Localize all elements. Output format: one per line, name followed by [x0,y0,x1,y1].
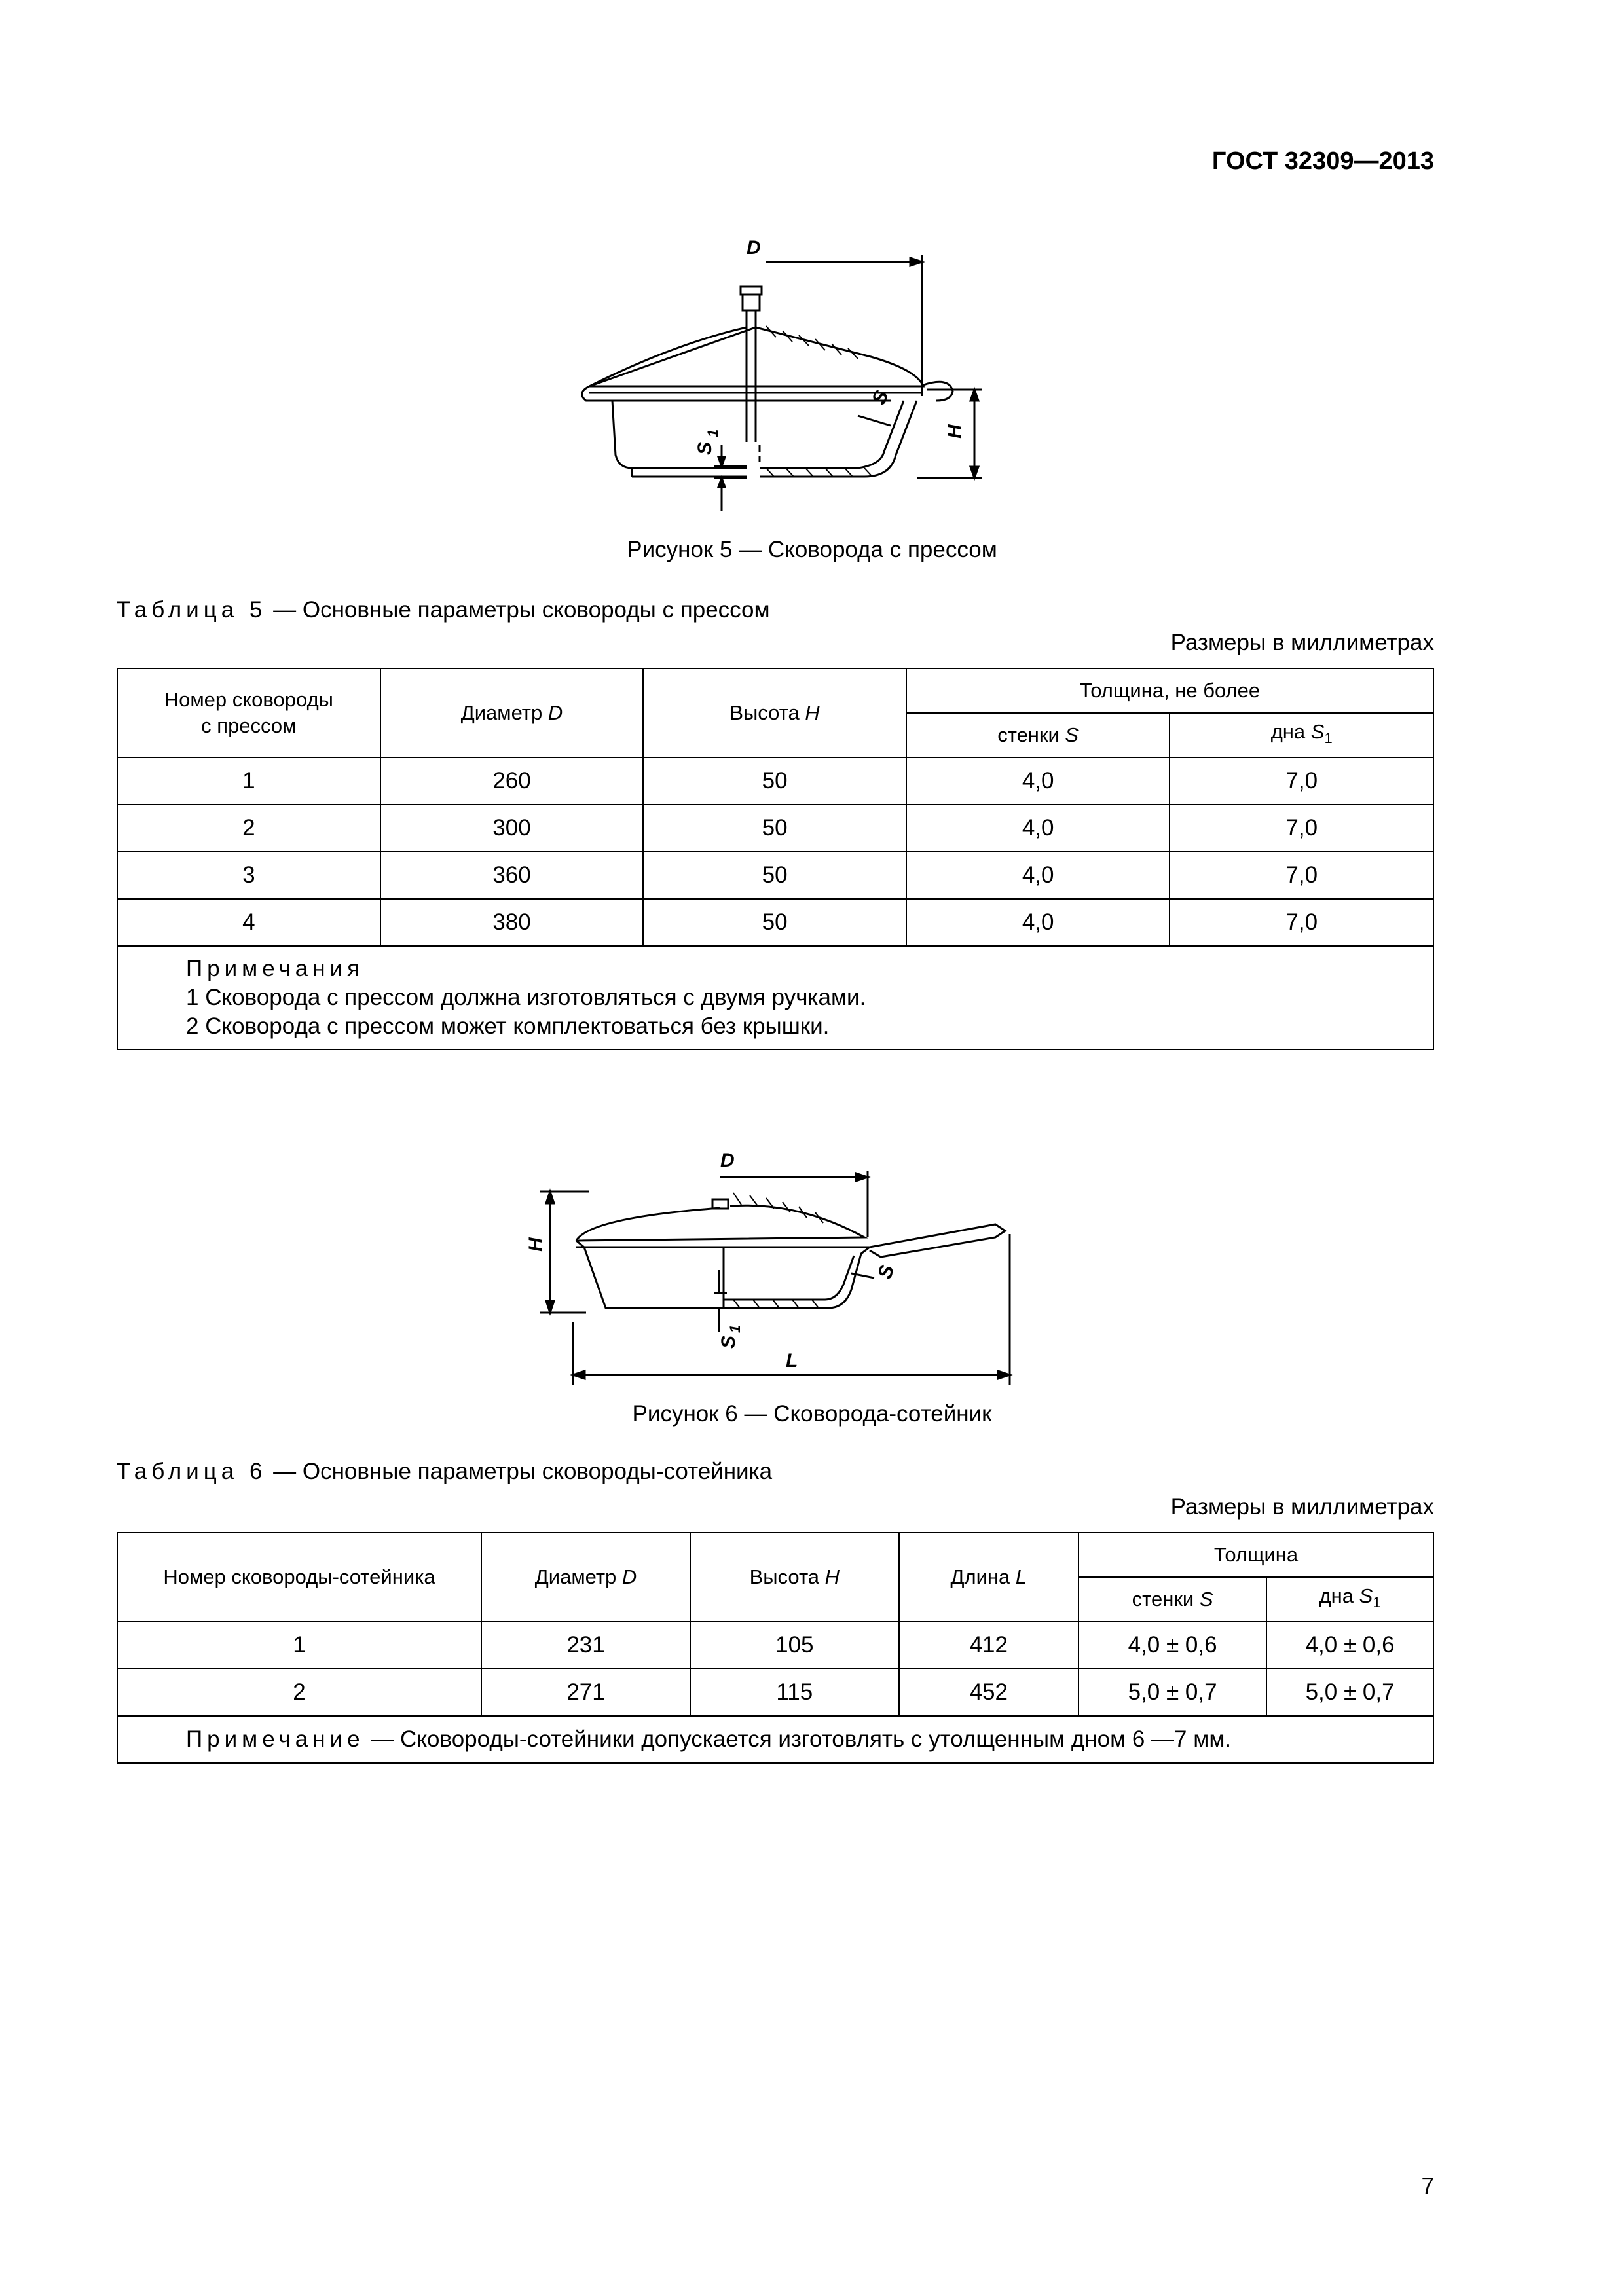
fig5-s1-label: S [694,441,716,455]
t6-header-number: Номер сковороды-сотейника [117,1533,481,1622]
figure-6-caption: Рисунок 6 — Сковорода-сотейник [632,1401,992,1427]
table-5 [117,668,1434,1050]
notes-title: Примечания [186,956,365,981]
table-5-notes [117,946,1433,1049]
t5-header-wall: стенки S [906,713,1170,757]
t5-header-number: Номер сковороды с прессом [117,668,380,757]
figure-5-drawing [550,229,1008,524]
t6-header-length: Длина L [899,1533,1079,1622]
t6-header-bottom: дна $S_1$ [1266,1577,1433,1622]
t6-header-diameter: Диаметр D [481,1533,690,1622]
note-label: Примечание [186,1726,365,1752]
t6-header-thickness: Толщина [1079,1533,1433,1577]
t6-header-height: Высота H [690,1533,899,1622]
page-number: 7 [1421,2174,1434,2199]
table-5-units: Размеры в миллиметрах [1170,630,1434,655]
table-row: 2 271 115 452 5,0 ± 0,7 5,0 ± 0,7 [117,1669,1433,1716]
table-row: 2 300 50 4,0 7,0 [117,805,1433,852]
t6-header-wall: стенки S [1079,1577,1266,1622]
fig6-s-label: S [874,1262,898,1281]
fig5-h-label: H [944,424,966,439]
fig5-s1-sub: 1 [705,429,721,437]
t5-header-bottom: дна $S_1$ [1170,713,1433,757]
table-5-title-rest: — Основные параметры сковороды с прессом [267,597,770,623]
note-text: — Сковороды-сотейники допускается изготовлять с утолщенным дном 6 —7 мм. [364,1726,1232,1752]
table-5-label: Таблица 5 [117,597,267,623]
table-6 [117,1532,1434,1764]
figure-6-drawing [524,1139,1048,1388]
table-row: 3 360 50 4,0 7,0 [117,852,1433,899]
fig5-s-label: S [868,388,893,408]
table-5-title [117,597,770,623]
fig6-s1-label: S [718,1335,739,1349]
fig6-d-label: D [720,1150,735,1171]
t5-header-height: Высота H [643,668,906,757]
note-1: 1 Сковорода с прессом должна изготовляться с двумя ручками. [186,985,866,1010]
table-row: 1 231 105 412 4,0 ± 0,6 4,0 ± 0,6 [117,1622,1433,1669]
table-6-title-rest: — Основные параметры сковороды-сотейника [267,1459,773,1484]
table-6-units: Размеры в миллиметрах [1170,1494,1434,1520]
table-6-label: Таблица 6 [117,1459,267,1484]
table-row: 4 380 50 4,0 7,0 [117,899,1433,946]
fig6-s1-sub: 1 [727,1324,743,1333]
fig6-h-label: H [525,1237,547,1252]
table-6-title [117,1459,772,1485]
figure-5-caption: Рисунок 5 — Сковорода с прессом [627,537,997,562]
fig6-l-label: L [786,1350,798,1372]
document-id: ГОСТ 32309—2013 [1211,147,1434,175]
t5-header-diameter: Диаметр D [380,668,644,757]
t5-header-thickness: Толщина, не более [906,668,1433,713]
table-6-note [117,1716,1433,1763]
table-row: 1 260 50 4,0 7,0 [117,757,1433,805]
fig5-d-label: D [747,237,761,259]
note-2: 2 Сковорода с прессом может комплектоваться без крышки. [186,1013,830,1039]
